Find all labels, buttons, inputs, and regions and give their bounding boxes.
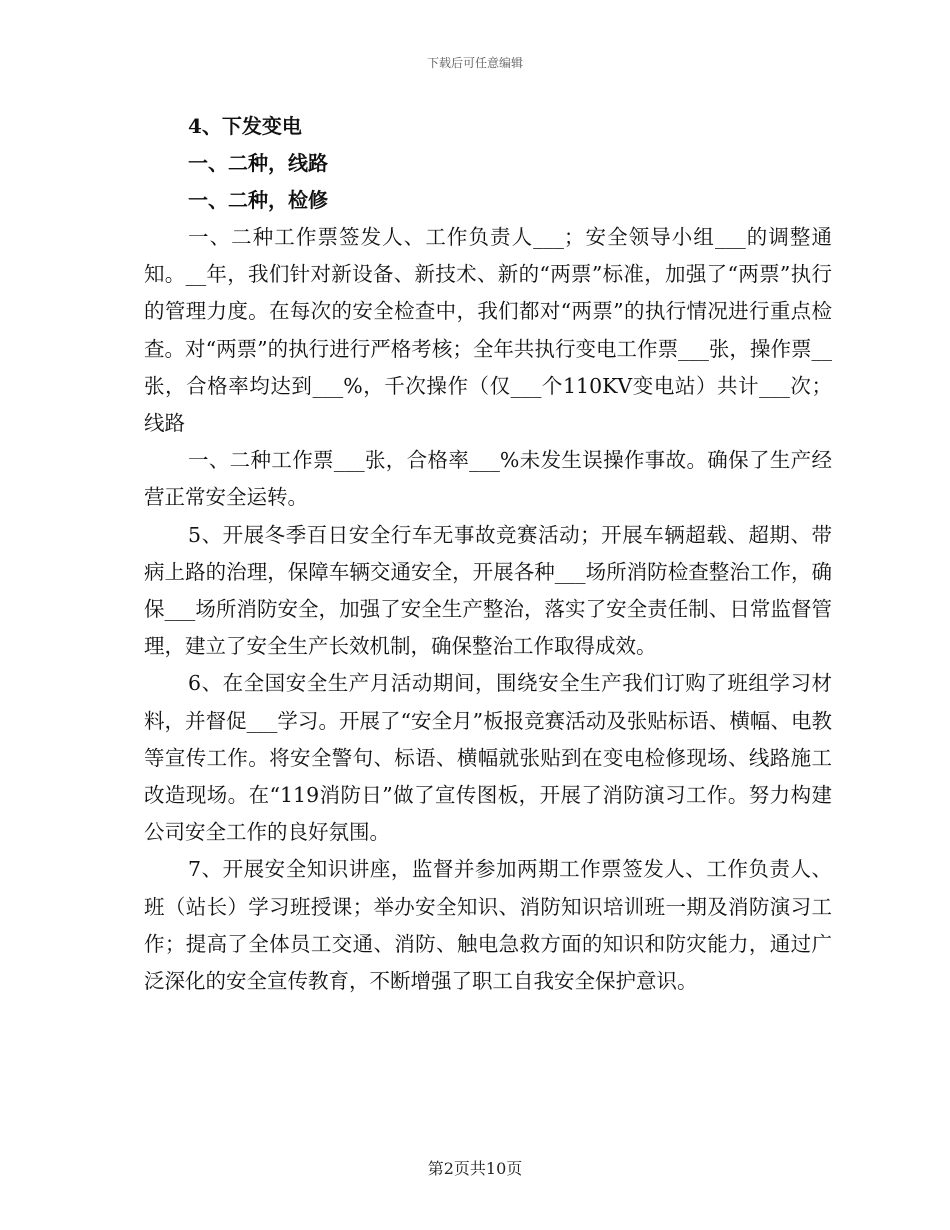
body-paragraph: 6、在全国安全生产月活动期间，围绕安全生产我们订购了班组学习材料，并督促___学习。开展了“安全月”板报竞赛活动及张贴标语、横幅、电教等宣传工作。将安全警句、标语、横幅就张贴到在变电检修现场、线路施工改造现场。在“119消防日”做了宣传图板，开展了消防演习工作。努力构建公司安全工作的良好氛围。 <box>144 671 832 845</box>
body-paragraph: 5、开展冬季百日安全行车无事故竞赛活动；开展车辆超载、超期、带病上路的治理，保障车辆交通安全，开展各种___场所消防检查整治工作，确保___场所消防安全，加强了安全生产整治，落实了安全责任制、日常监督管理，建立了安全生产长效机制，确保整治工作取得成效。 <box>144 522 832 659</box>
page-number: 第2页共10页 <box>427 1159 523 1178</box>
section-heading: 一、二种，检修 <box>188 188 328 212</box>
body-paragraph: 一、二种工作票签发人、工作负责人___；安全领导小组___的调整通知。__年，我们针对新设备、新技术、新的“两票”标准，加强了“两票”执行的管理力度。在每次的安全检查中，我们都对“两票”的执行情况进行重点检查。对“两票”的执行进行严格考核；全年共执行变电工作票___张，操作票__张，合格率均达到___%，千次操作（仅___个110KV变电站）共计___次；线路 <box>144 225 832 436</box>
page-header: 下载后可任意编辑 <box>426 56 523 70</box>
section-heading: 4、下发变电 <box>188 114 302 138</box>
document-body <box>144 108 832 1000</box>
body-paragraph: 一、二种工作票___张，合格率___%未发生误操作事故。确保了生产经营正常安全运转。 <box>144 448 832 510</box>
section-heading: 一、二种，线路 <box>188 151 328 175</box>
body-paragraph: 7、开展安全知识讲座，监督并参加两期工作票签发人、工作负责人、班（站长）学习班授课；举办安全知识、消防知识培训班一期及消防演习工作；提高了全体员工交通、消防、触电急救方面的知识和防灾能力，通过广泛深化的安全宣传教育，不断增强了职工自我安全保护意识。 <box>144 857 832 994</box>
